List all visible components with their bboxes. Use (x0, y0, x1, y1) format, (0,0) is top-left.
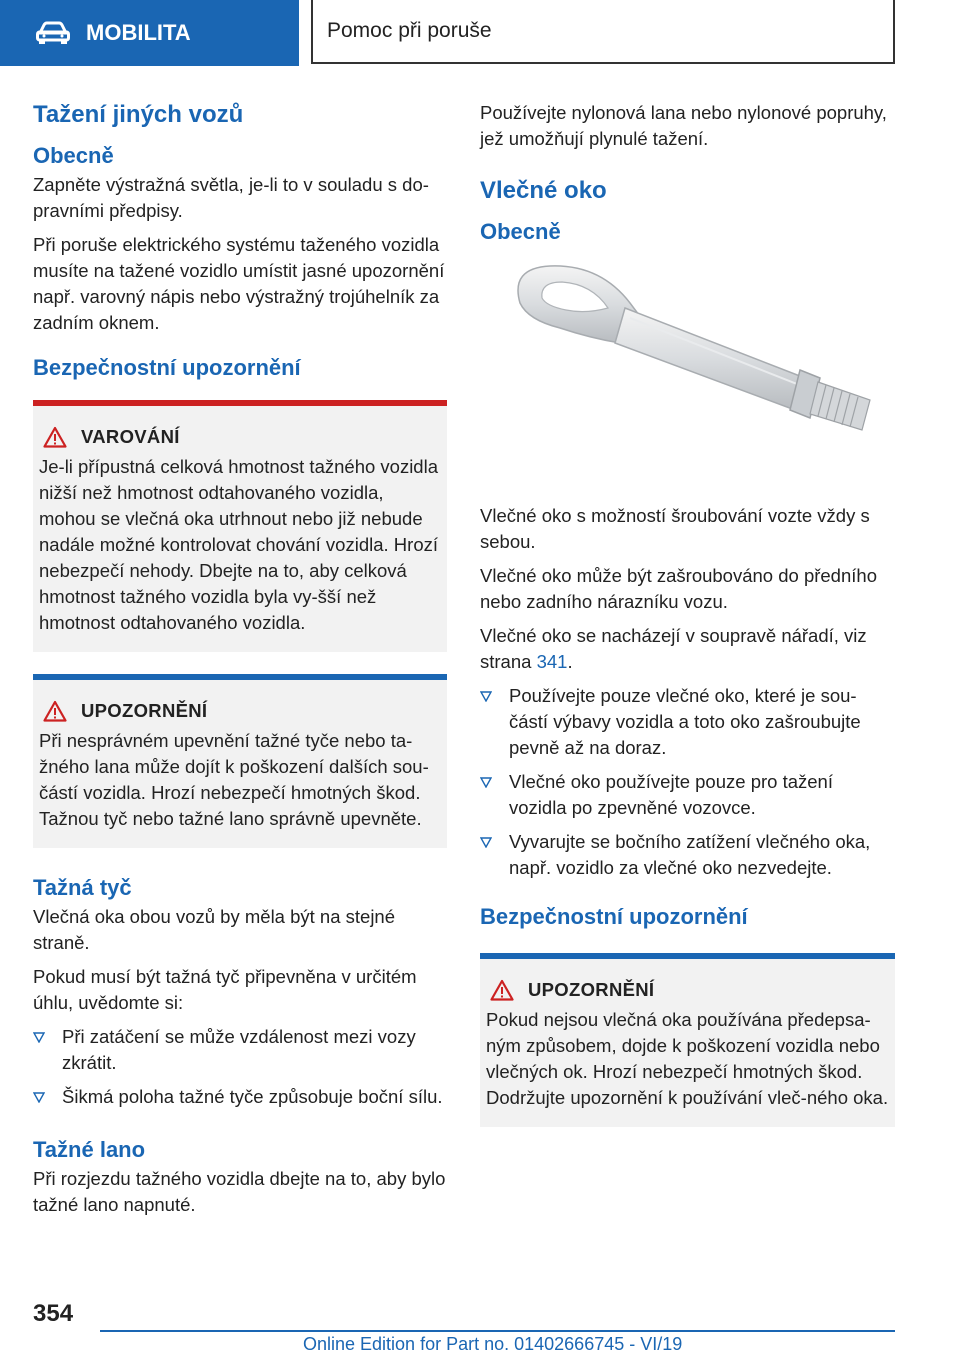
right-column (480, 100, 895, 1149)
eye-notice-text: Pokud nejsou vlečná oka používána předepsa-ným způsobem, dojde k poškození vozidla nebo vlečných ok. Hrozí nebezpečí hmotných škod. Dodržujte upozornění k používání vleč-ného oka. (486, 1009, 889, 1108)
bullet-triangle-icon (480, 777, 492, 788)
tow-rope-paragraph-1: Při rozjezdu tažného vozidla dbejte na to, aby bylo tažné lano napnuté. (33, 1168, 446, 1215)
page-link[interactable]: 341 (536, 651, 568, 672)
tow-bar-heading: Tažná tyč (33, 875, 132, 900)
bullet-triangle-icon (33, 1092, 45, 1103)
eye-notice-box (480, 953, 895, 1127)
list-item: Vlečné oko používejte pouze pro tažení vozidla po zpevněné vozovce. (480, 769, 895, 821)
footer-divider (100, 1330, 895, 1332)
list-item: Šikmá poloha tažné tyče způsobuje boční sílu. (33, 1084, 447, 1110)
car-icon (36, 20, 72, 46)
left-column (33, 100, 447, 1226)
header-topic-label: Pomoc při poruše (327, 19, 492, 42)
tow-eye-general-heading: Obecně (480, 219, 561, 244)
safety-heading: Bezpečnostní upozornění (33, 355, 301, 380)
warning-triangle-icon (43, 426, 67, 448)
warning-title: VAROVÁNÍ (81, 426, 180, 447)
list-item: Při zatáčení se může vzdálenost mezi vozy zkrátit. (33, 1024, 447, 1076)
tow-eye-paragraph-3: Vlečné oko se nacházejí v soupravě nářadí, viz strana 341. (480, 625, 867, 672)
general-paragraph-2: Při poruše elektrického systému taženého vozidla musíte na tažené vozidlo umístit jasné upozornění např. varovný nápis nebo výstražný trojúhelník za zadním oknem. (33, 234, 445, 333)
tow-eye-paragraph-1: Vlečné oko s možností šroubování vozte vždy s sebou. (480, 505, 870, 552)
header-section-label: MOBILITA (86, 20, 191, 45)
header-topic (311, 0, 895, 64)
bullet-triangle-icon (480, 691, 492, 702)
bullet-triangle-icon (33, 1032, 45, 1043)
notice-triangle-icon (490, 979, 514, 1001)
list-item: Používejte pouze vlečné oko, které je sou-částí výbavy vozidla a toto oko zašroubujte pevně až na doraz. (480, 683, 895, 761)
tow-rope-paragraph-2: Používejte nylonová lana nebo nylonové popruhy, jež umožňují plynulé tažení. (480, 102, 887, 149)
eye-notice-title: UPOZORNĚNÍ (528, 979, 655, 1000)
warning-text: Je-li přípustná celková hmotnost tažného vozidla nižší než hmotnost odtahovaného vozidla, mohou se vlečná oka utrhnout nebo již nebude nadále možné kontrolovat chování vozidla. Hrozí nebezpečí nehody. Dbejte na to, aby celková hmotnost tažného vozidla byla vy-šší než hmotnost odtahovaného vozidla. (39, 456, 438, 633)
list-item: Vyvarujte se bočního zatížení vlečného oka, např. vozidlo za vlečné oko nezvedejte. (480, 829, 895, 881)
tow-rope-heading: Tažné lano (33, 1137, 146, 1162)
tow-bar-paragraph-2: Pokud musí být tažná tyč připevněna v určitém úhlu, uvědomte si: (33, 966, 417, 1013)
tow-eye-paragraph-2: Vlečné oko může být zašroubováno do předního nebo zadního nárazníku vozu. (480, 565, 877, 612)
tow-bar-paragraph-1: Vlečná oka obou vozů by měla být na stejné straně. (33, 906, 396, 953)
section-title: Tažení jiných vozů (33, 101, 244, 128)
footer-edition: Online Edition for Part no. 01402666745 - VI/19 (303, 1334, 683, 1354)
notice-text: Při nesprávném upevnění tažné tyče nebo ta-žného lana může dojít k poškození dalších sou-částí vozidla. Hrozí nebezpečí hmotných škod. Tažnou tyč nebo tažné lano správně upevněte. (39, 730, 429, 829)
page-number: 354 (33, 1300, 74, 1327)
notice-title: UPOZORNĚNÍ (81, 700, 208, 721)
eye-safety-heading: Bezpečnostní upozornění (480, 904, 748, 929)
general-paragraph-1: Zapněte výstražná světla, je-li to v souladu s do-pravními předpisy. (33, 174, 429, 221)
header-section-tab (0, 0, 299, 66)
notice-triangle-icon (43, 700, 67, 722)
tow-eye-title: Vlečné oko (480, 177, 607, 204)
general-heading: Obecně (33, 143, 114, 168)
warning-box (33, 400, 447, 652)
bullet-triangle-icon (480, 837, 492, 848)
tow-eye-image (480, 248, 895, 478)
notice-box (33, 674, 447, 848)
